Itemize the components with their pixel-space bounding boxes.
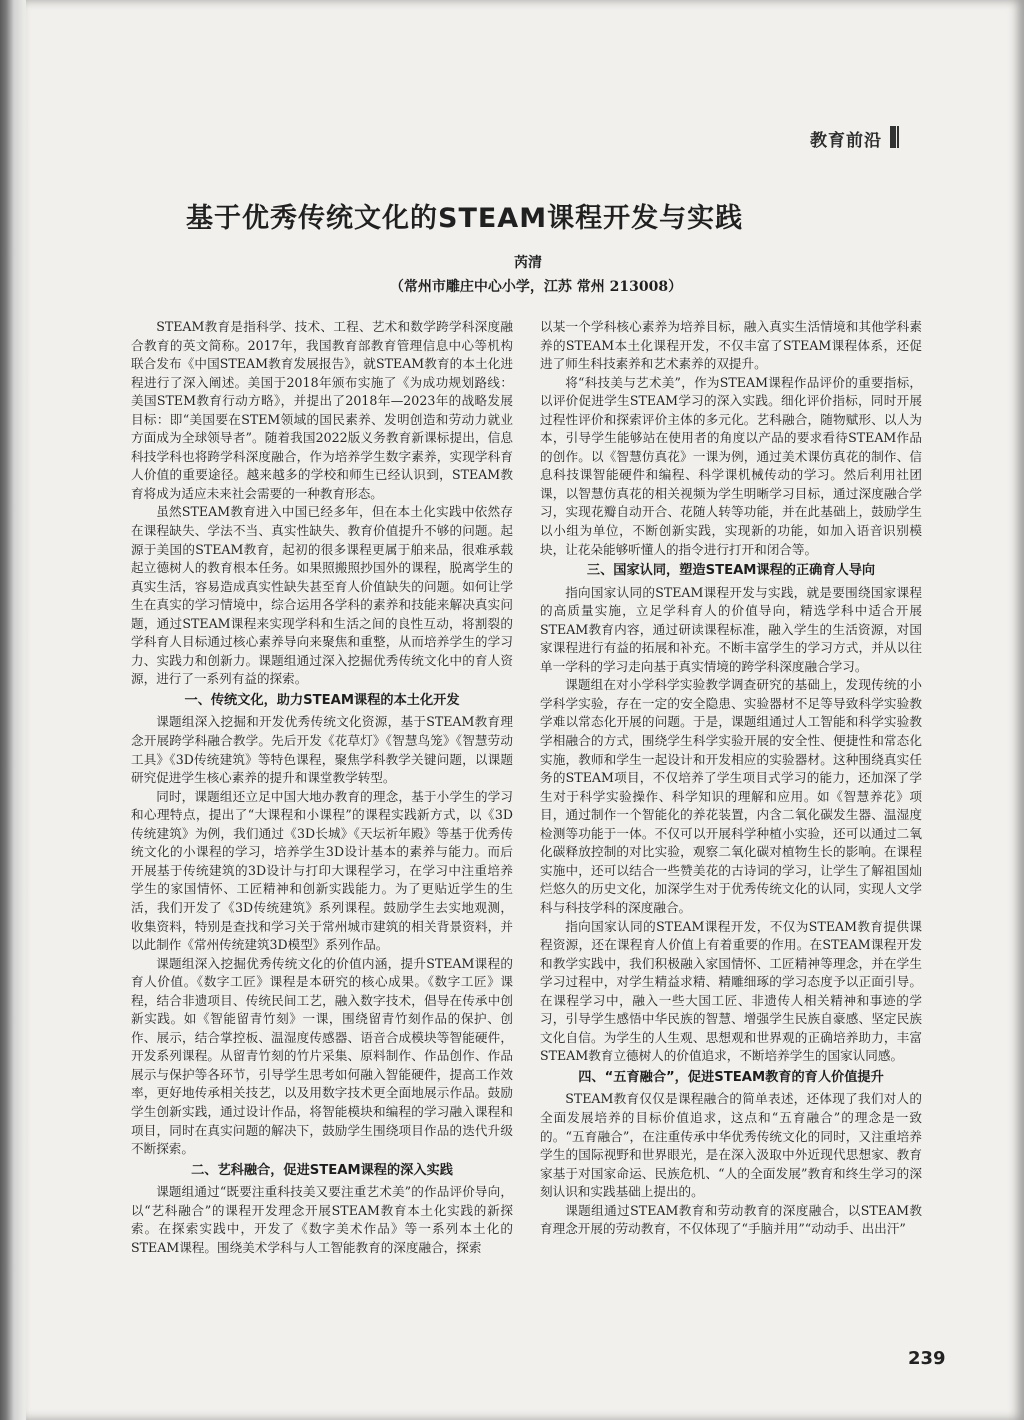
article-author: 芮清 [514, 255, 542, 271]
paragraph: 课题组深入挖掘和开发优秀传统文化资源，基于STEAM教育理念开展跨学科融合教学。先后开发《花草灯》《智慧鸟笼》《智慧劳动工具》《3D传统建筑》等特色课程，聚焦学科教学关键问题，以课题研究促进学生核心素养的提升和课堂教学转型。 [131, 714, 513, 786]
paragraph: STEAM教育仅仅是课程融合的简单表述，还体现了我们对人的全面发展培养的目标价值追求，这点和“五育融合”的理念是一致的。“五育融合”，在注重传承中华优秀传统文化的同时，又注重培养学生的国际视野和世界眼光，是在深入汲取中外近现代思想家、教育家基于对国家命运、民族危机、“人的全面发展”教育和终生学习的深刻认识和实践基础上提出的。 [540, 1091, 922, 1200]
paragraph: 虽然STEAM教育进入中国已经多年，但在本土化实践中依然存在课程缺失、学法不当、真实性缺失、教育价值提升不够的问题。起源于美国的STEAM教育，起初的很多课程更属于舶来品，很难承载起立德树人的教育根本任务。如果照搬照抄国外的课程，脱离学生的真实生活，容易造成真实性缺失甚至育人价值缺失的问题。如何让学生在真实的学习情境中，综合运用各学科的素养和技能来解决真实问题，通过STEAM课程来实现学科和生活之间的良性互动，将割裂的学科育人目标通过核心素养导向来聚焦和重整，从而培养学生的学习力、实践力和创新力。课题组通过深入挖掘优秀传统文化中的育人资源，进行了一系列有益的探索。 [131, 504, 513, 687]
journal-page [26, 0, 1024, 1420]
paragraph: 课题组通过“既要注重科技美又要注重艺术美”的作品评价导向，以“艺科融合”的课程开发理念开展STEAM教育本土化实践的新探索。在探索实践中，开发了《数字美术作品》等一系列本土化的STEAM课程。围绕美术学科与人工智能教育的深度融合，探索 [131, 1184, 513, 1255]
section-heading: 四、“五育融合”，促进STEAM教育的育人价值提升 [578, 1069, 884, 1085]
section-header: 教育前沿 [810, 131, 882, 151]
paragraph: 课题组在对小学科学实验教学调查研究的基础上，发现传统的小学科学实验，存在一定的安全隐患、实验器材不足等导致科学实验教学难以常态化开展的问题。于是，课题组通过人工智能和科学实验教学相融合的方式，围绕学生科学实验开展的安全性、便捷性和常态化实施，教师和学生一起设计和开发相应的实验器材。这种围绕真实任务的STEAM项目，不仅培养了学生项目式学习的能力，还加深了学生对于科学实验操作、科学知识的理解和应用。如《智慧养花》项目，通过制作一个智能化的养花装置，内含二氧化碳发生器、温湿度检测等功能于一体。不仅可以开展科学种植小实验，还可以通过二氧化碳释放控制的对比实验，观察二氧化碳对植物生长的影响。在课程实施中，还可以结合一些赞美花的古诗词的学习，让学生了解祖国灿烂悠久的历史文化，加深学生对于优秀传统文化的认同，实现人文学科与科技学科的深度融合。 [540, 677, 922, 915]
paragraph: 以某一个学科核心素养为培养目标，融入真实生活情境和其他学科素养的STEAM本土化课程开发，不仅丰富了STEAM课程体系，还促进了师生科技素养和艺术素养的双提升。 [540, 319, 922, 372]
paragraph: 将“科技美与艺术美”，作为STEAM课程作品评价的重要指标，以评价促进学生STEAM学习的深入实践。细化评价指标，同时开展过程性评价和探索评价主体的多元化。艺科融合，随物赋形、以人为本，引导学生能够站在使用者的角度以产品的要求看待STEAM作品的创作。以《智慧仿真花》一课为例，通过美术课仿真花的制作、信息科技课智能硬件和编程、科学课机械传动的学习。然后利用社团课，以智慧仿真花的相关视频为学生明晰学习目标，通过深度融合学习，实现花瓣自动开合、花随人转等功能，并在此基础上，鼓励学生以小组为单位，不断创新实践，实现新的功能，如加入语音识别模块，让花朵能够听懂人的指令进行打开和闭合等。 [540, 374, 922, 557]
paragraph: 指向国家认同的STEAM课程开发，不仅为STEAM教育提供课程资源，还在课程育人价值上有着重要的作用。在STEAM课程开发和教学实践中，我们积极融入家国情怀、工匠精神等理念，并在学生学习过程中，对学生精益求精、精雕细琢的学习态度予以正面引导。在课程学习中，融入一些大国工匠、非遗传人相关精神和事迹的学习，引导学生感悟中华民族的智慧、增强学生民族自豪感、坚定民族文化自信。为学生的人生观、思想观和世界观的正确培养助力，丰富STEAM教育立德树人的价值追求，不断培养学生的国家认同感。 [540, 918, 922, 1064]
paragraph: STEAM教育是指科学、技术、工程、艺术和数学跨学科深度融合教育的英文简称。2017年，我国教育部教育管理信息中心等机构联合发布《中国STEAM教育发展报告》，就STEAM教育的本土化进程进行了深入阐述。美国于2018年颁布实施了《为成功规划路线：美国STEM教育行动方略》，并提出了2018年—2023年的战略发展目标：即“美国要在STEM领域的国民素养、发明创造和劳动力就业方面成为全球领导者”。随着我国2022版义务教育新课标提出，信息科技学科也将跨学科深度融合，作为培养学生数字素养，实现学科育人价值的重要途径。越来越多的学校和师生已经认识到，STEAM教育将成为适应未来社会需要的一种教育形态。 [131, 319, 513, 501]
section-header-bar [890, 126, 896, 148]
paragraph: 同时，课题组还立足中国大地办教育的理念，基于小学生的学习和心理特点，提出了“大课程和小课程”的课程实践新方式，以《3D传统建筑》为例，我们通过《3D长城》《天坛祈年殿》等基于优秀传统文化的小课程的学习，培养学生3D设计基本的素养与能力。而后开展基于传统建筑的3D设计与打印大课程学习，在学习中注重培养学生的家国情怀、工匠精神和创新实践能力。为了更贴近学生的生活，我们开发了《3D传统建筑》系列课程。鼓励学生去实地观测，收集资料，特别是查找和学习关于常州城市建筑的相关背景资料，并以此制作《常州传统建筑3D模型》系列作品。 [131, 788, 513, 953]
left-column [131, 318, 513, 1257]
page-number: 239 [908, 1348, 946, 1369]
paragraph: 指向国家认同的STEAM课程开发与实践，就是要围绕国家课程的高质量实施，立足学科育人的价值导向，精选学科中适合开展STEAM教育内容，通过研读课程标准，融入学生的生活资源，对国家课程进行有益的拓展和补充。不断丰富学生的学习方式，并从以往单一学科的学习走向基于真实情境的跨学科深度融合学习。 [540, 584, 922, 674]
article-affiliation: （常州市雕庄中心小学，江苏 常州 213008） [389, 279, 683, 295]
section-heading: 二、艺科融合，促进STEAM课程的深入实践 [191, 1162, 453, 1178]
paragraph: 课题组通过STEAM教育和劳动教育的深度融合，以STEAM教育理念开展的劳动教育，不仅体现了“手脑并用”“动动手、出出汗” [540, 1202, 922, 1237]
paragraph: 课题组深入挖掘优秀传统文化的价值内涵，提升STEAM课程的育人价值。《数字工匠》课程是本研究的核心成果。《数字工匠》课程，结合非遗项目、传统民间工艺，融入数字技术，倡导在传承中创新实践。如《智能留青竹刻》一课，围绕留青竹刻作品的保护、创作、展示，结合掌控板、温湿度传感器、语音合成模块等智能硬件，开发系列课程。从留青竹刻的竹片采集、原料制作、作品创作、作品展示与保护等各环节，引导学生思考如何融入智能硬件，提高工作效率，更好地传承相关技艺，以及用数字技术更全面地展示作品。鼓励学生创新实践，通过设计作品，将智能模块和编程的学习融入课程和项目，同时在真实问题的解决下，鼓励学生围绕项目作品的迭代升级不断探索。 [131, 955, 513, 1157]
right-column [540, 318, 922, 1239]
section-heading: 三、国家认同，塑造STEAM课程的正确育人导向 [586, 563, 876, 579]
article-title: 基于优秀传统文化的STEAM课程开发与实践 [186, 203, 744, 234]
section-heading: 一、传统文化，助力STEAM课程的本土化开发 [184, 692, 460, 708]
